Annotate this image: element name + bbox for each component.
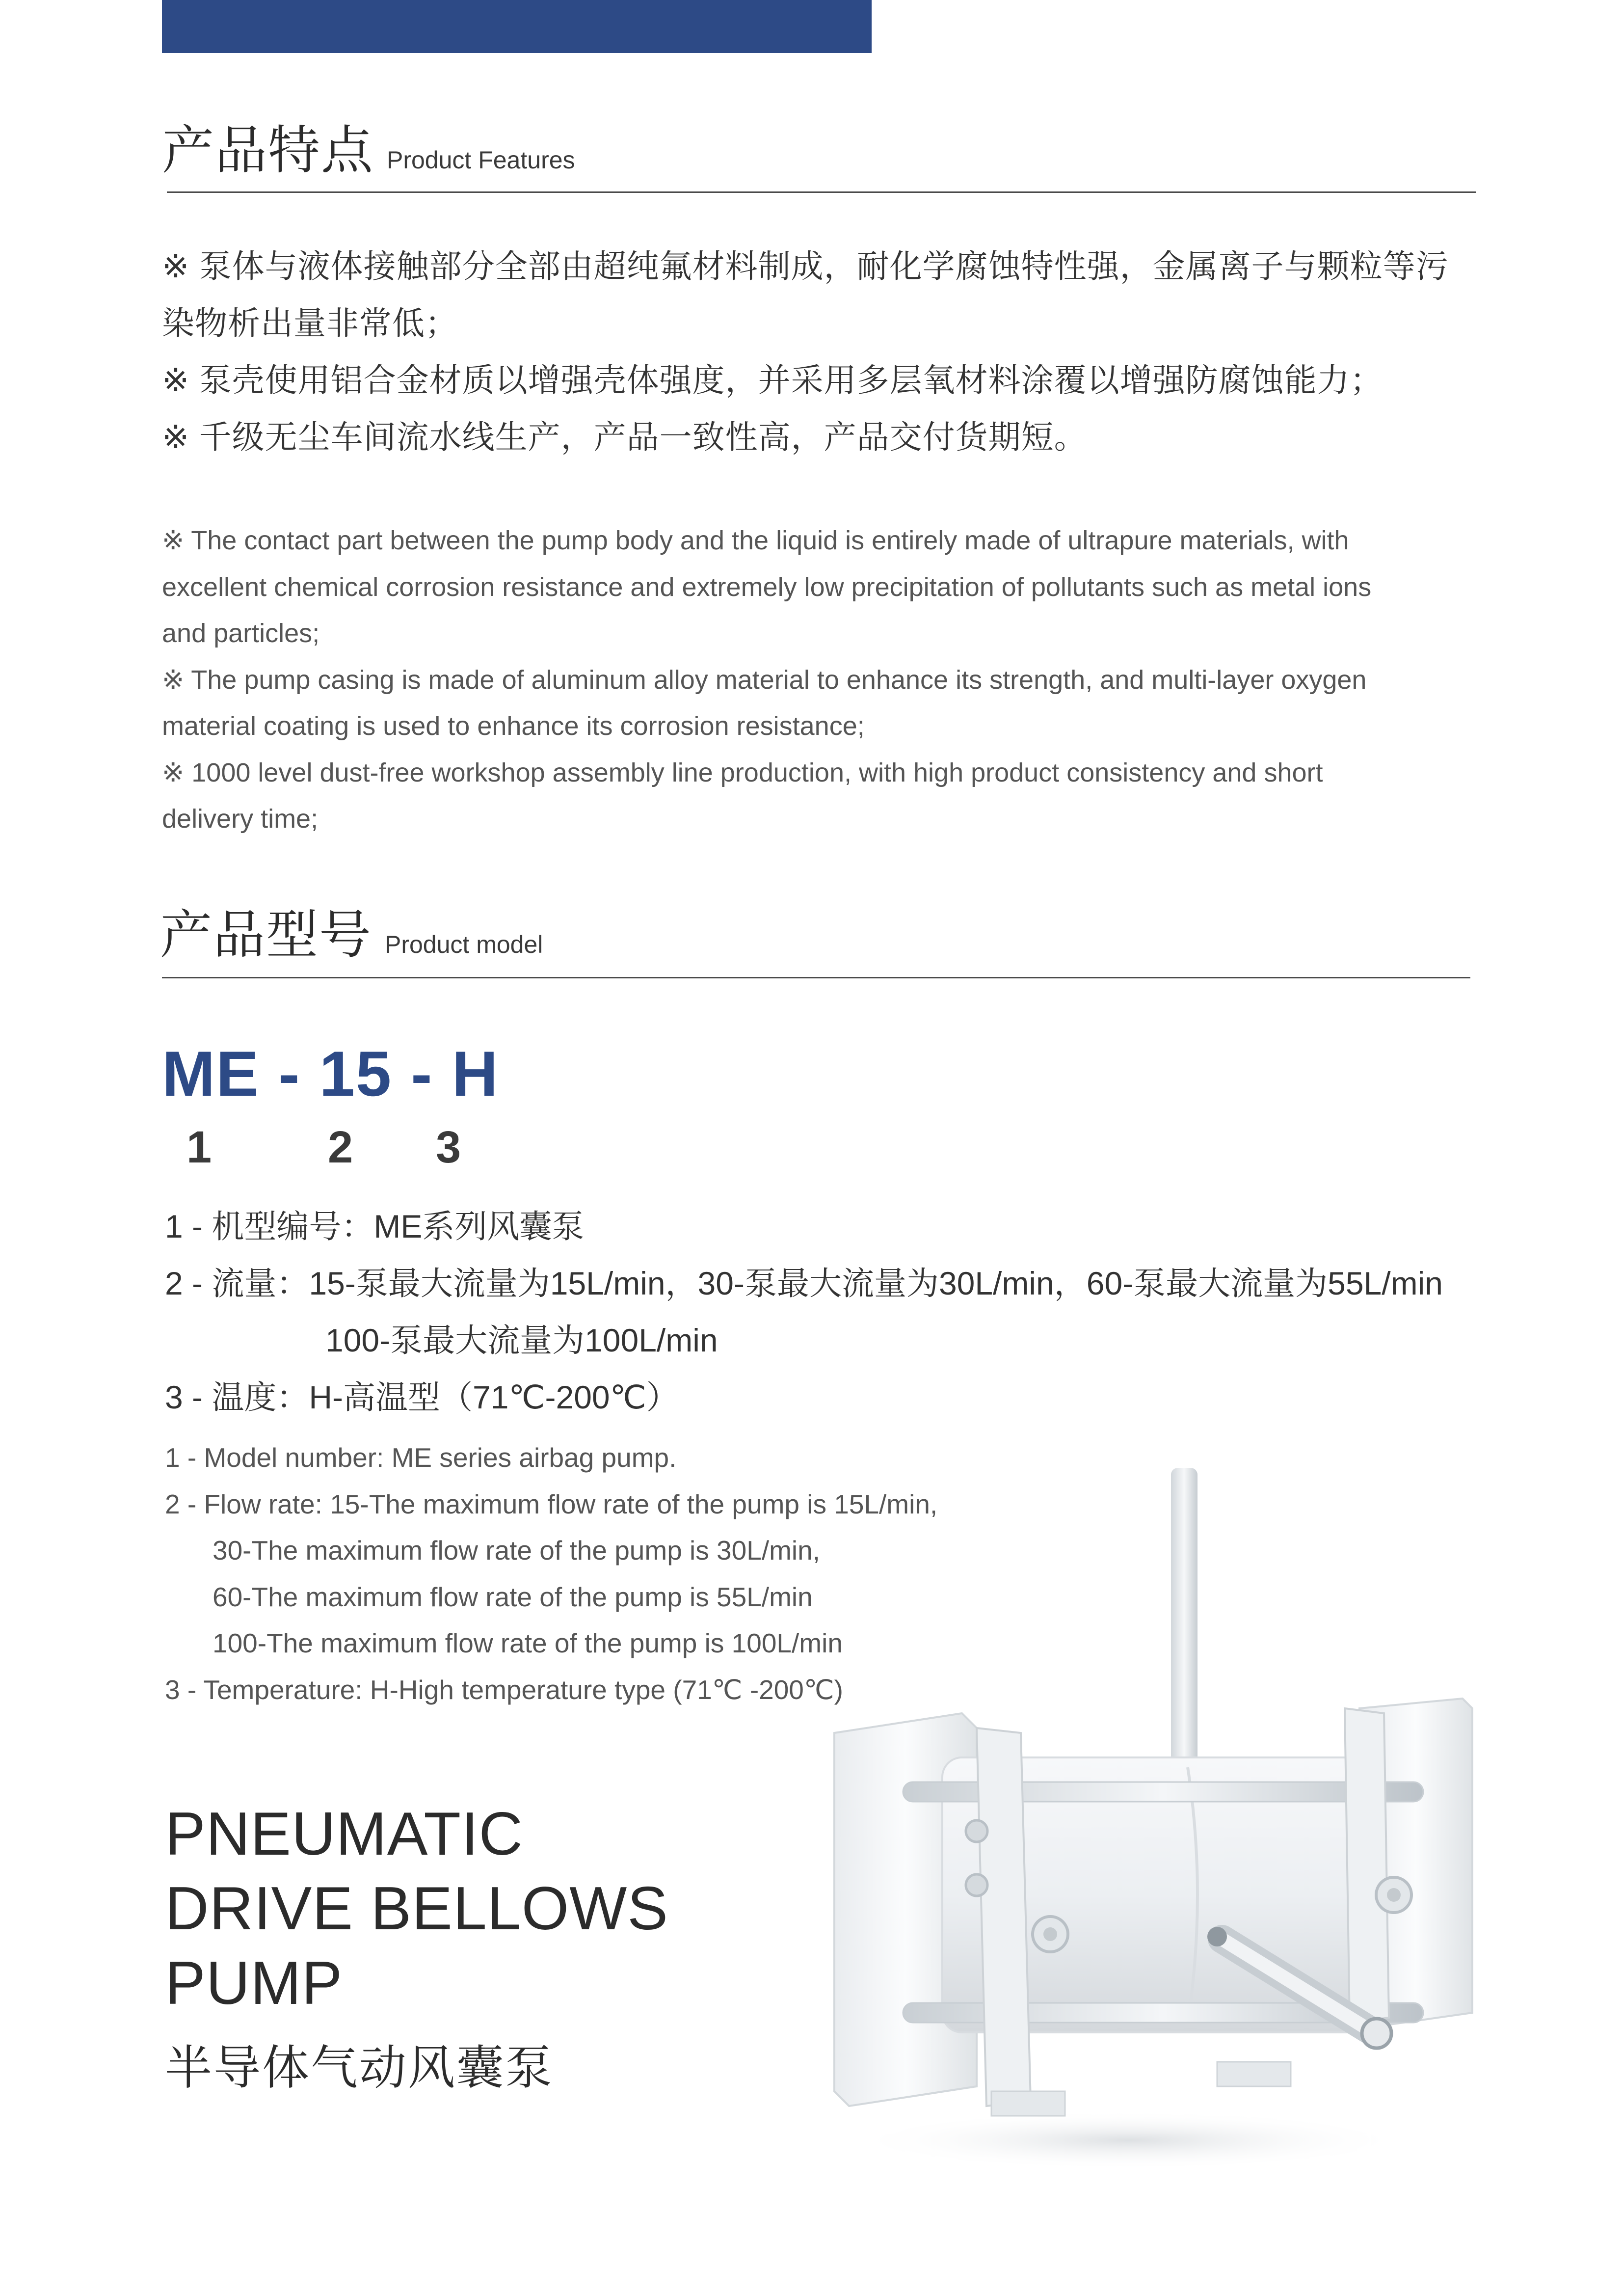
spec-cn-line: 100-泵最大流量为100L/min — [325, 1322, 718, 1358]
model-num-2: 2 — [328, 1122, 353, 1172]
model-title-en: Product model — [385, 931, 543, 958]
spec-cn-line: 3 - 温度：H-高温型（71℃-200℃） — [165, 1379, 679, 1415]
model-code: ME - 15 - H — [162, 1038, 499, 1109]
features-title-cn: 产品特点 — [162, 122, 374, 180]
product-title-line: DRIVE BELLOWS — [165, 1875, 668, 1943]
features-cn-list — [162, 238, 1487, 465]
product-title — [165, 1797, 668, 2021]
features-en-line: delivery time; — [162, 804, 319, 834]
header-accent-bar — [162, 0, 872, 53]
model-title-cn: 产品型号 — [160, 906, 372, 964]
spec-en-line: 2 - Flow rate: 15-The maximum flow rate of the pump is 15L/min, — [165, 1488, 938, 1519]
model-divider — [162, 977, 1470, 978]
features-en-line: ※ The pump casing is made of aluminum alloy material to enhance its strength, and multi-layer oxygen — [162, 665, 1367, 695]
features-cn-line: 染物析出量非常低； — [162, 305, 458, 341]
model-spec-cn — [165, 1198, 1443, 1426]
product-title-line: PUMP — [165, 1949, 343, 2017]
spec-en-line: 3 - Temperature: H-High temperature type (71℃ -200℃) — [165, 1674, 843, 1705]
model-num-1: 1 — [186, 1122, 212, 1172]
features-en-line: material coating is used to enhance its corrosion resistance; — [162, 711, 865, 741]
spec-cn-line: 1 - 机型编号：ME系列风囊泵 — [165, 1208, 585, 1244]
spec-cn-line: 2 - 流量：15-泵最大流量为15L/min，30-泵最大流量为30L/min，60-泵最大流量为55L/min — [165, 1265, 1443, 1301]
model-heading — [160, 893, 543, 968]
features-cn-line: ※ 千级无尘车间流水线生产，产品一致性高，产品交付货期短。 — [162, 419, 1087, 455]
spec-en-line: 1 - Model number: ME series airbag pump. — [165, 1442, 677, 1473]
spec-en-line: 60-The maximum flow rate of the pump is 55L/min — [213, 1581, 813, 1612]
features-divider — [167, 191, 1476, 193]
features-cn-line: ※ 泵体与液体接触部分全部由超纯氟材料制成，耐化学腐蚀特性强，金属离子与颗粒等污 — [162, 248, 1449, 284]
features-en-line: excellent chemical corrosion resistance and extremely low precipitation of pollutants such as metal ions — [162, 572, 1372, 602]
spec-en-line: 30-The maximum flow rate of the pump is 30L/min, — [213, 1535, 821, 1566]
features-en-line: ※ 1000 level dust-free workshop assembly line production, with high product consistency and short — [162, 757, 1323, 787]
features-en-list — [162, 517, 1487, 842]
features-heading — [162, 109, 575, 184]
features-en-line: ※ The contact part between the pump body and the liquid is entirely made of ultrapure materials, with — [162, 526, 1349, 555]
features-en-line: and particles; — [162, 619, 320, 648]
product-title-line: PNEUMATIC — [165, 1800, 524, 1868]
features-cn-line: ※ 泵壳使用铝合金材质以增强壳体强度，并采用多层氧材料涂覆以增强防腐蚀能力； — [162, 362, 1383, 398]
spec-en-line: 100-The maximum flow rate of the pump is 100L/min — [213, 1628, 843, 1658]
bellows-pump-image — [815, 1453, 1502, 2170]
model-num-3: 3 — [436, 1122, 461, 1172]
features-title-en: Product Features — [387, 146, 575, 174]
product-title-cn: 半导体气动风囊泵 — [165, 2042, 554, 2094]
